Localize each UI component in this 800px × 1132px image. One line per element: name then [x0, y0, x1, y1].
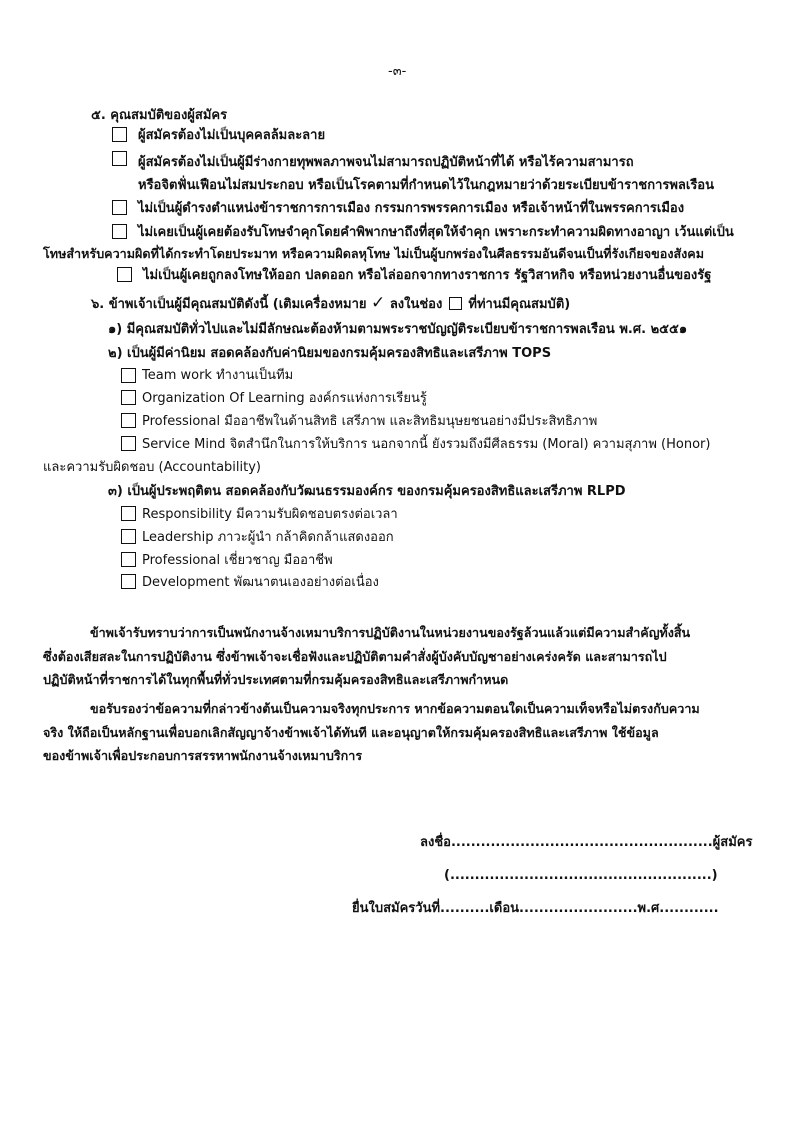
- empty-box-icon: [449, 297, 462, 310]
- section5-item-4: ไม่เคยเป็นผู้เคยต้องรับโทษจำคุกโดยคำพิพากษาถึงที่สุดให้จำคุก เพราะกระทำความผิดทางอาญา เว้นแต่เป็น: [138, 225, 734, 240]
- section6-heading: [91, 295, 570, 313]
- section6-heading-a: ๖. ข้าพเจ้าเป็นผู้มีคุณสมบัติดังนี้ (เติมเครื่องหมาย: [91, 297, 367, 312]
- checkbox-development[interactable]: [121, 574, 136, 589]
- checkbox-service-mind[interactable]: [121, 436, 136, 451]
- section5-item-1: ผู้สมัครต้องไม่เป็นบุคคลล้มละลาย: [138, 128, 326, 143]
- para1-line-1: ข้าพเจ้ารับทราบว่าการเป็นพนักงานจ้างเหมาบริการปฏิบัติงานในหน่วยงานของรัฐล้วนแล้วแต่มีความสำคัญทั้งสิ้น: [90, 625, 691, 640]
- checkbox-politics[interactable]: [112, 200, 127, 215]
- checkbox-imprisoned[interactable]: [112, 224, 127, 239]
- checkbox-disability[interactable]: [112, 151, 127, 166]
- rlpd-item-2: Leadership ภาวะผู้นำ กล้าคิดกล้าแสดงออก: [142, 530, 394, 545]
- date-line[interactable]: ยื่นใบสมัครวันที่..........เดือน........................พ.ศ............: [352, 901, 719, 916]
- section6-item-2: ๒) เป็นผู้มีค่านิยม สอดคล้องกับค่านิยมของกรมคุ้มครองสิทธิและเสรีภาพ TOPS: [108, 346, 552, 361]
- section5-item-5: ไม่เป็นผู้เคยถูกลงโทษให้ออก ปลดออก หรือไล่ออกจากทางราชการ รัฐวิสาหกิจ หรือหน่วยงานอื่นของรัฐ: [143, 268, 712, 283]
- rlpd-item-1: Responsibility มีความรับผิดชอบตรงต่อเวลา: [142, 507, 398, 522]
- section6-item-1: ๑) มีคุณสมบัติทั่วไปและไม่มีลักษณะต้องห้ามตามพระราชบัญญัติระเบียบข้าราชการพลเรือน พ.ศ. ๒๕๕๑: [108, 322, 688, 337]
- para1-line-3: ปฏิบัติหน้าที่ราชการได้ในทุกพื้นที่ทั่วประเทศตามที่กรมคุ้มครองสิทธิและเสรีภาพกำหนด: [43, 672, 509, 687]
- rlpd-item-3: Professional เชี่ยวชาญ มืออาชีพ: [142, 553, 333, 568]
- section6-heading-b: ลงในช่อง: [389, 297, 443, 312]
- checkbox-dismissed[interactable]: [117, 267, 132, 282]
- checkbox-leadership[interactable]: [121, 529, 136, 544]
- checkbox-professional[interactable]: [121, 413, 136, 428]
- name-line[interactable]: (.....................................................): [444, 868, 718, 883]
- para1-line-2: ซึ่งต้องเสียสละในการปฏิบัติงาน ซึ่งข้าพเจ้าจะเชื่อฟังและปฏิบัติตามคำสั่งผู้บังคับบัญชาอย่างเคร่งครัด และสามารถไป: [43, 649, 667, 664]
- tops-item-4-cont: และความรับผิดชอบ (Accountability): [43, 460, 261, 475]
- section5-item-2-cont: หรือจิตฟั่นเฟือนไม่สมประกอบ หรือเป็นโรคตามที่กำหนดไว้ในกฎหมายว่าด้วยระเบียบข้าราชการพลเรือน: [138, 178, 715, 193]
- para2-line-3: ของข้าพเจ้าเพื่อประกอบการสรรหาพนักงานจ้างเหมาบริการ: [43, 748, 363, 763]
- para2-line-2: จริง ให้ถือเป็นหลักฐานเพื่อบอกเลิกสัญญาจ้างข้าพเจ้าได้ทันที และอนุญาตให้กรมคุ้มครองสิทธิและเสรีภาพ ใช้ข้อมูล: [43, 725, 659, 740]
- signature-line[interactable]: ลงชื่อ.....................................................ผู้สมัคร: [420, 835, 753, 850]
- tops-item-3: Professional มืออาชีพในด้านสิทธิ เสรีภาพ และสิทธิมนุษยชนอย่างมีประสิทธิภาพ: [142, 414, 598, 429]
- section5-item-2: ผู้สมัครต้องไม่เป็นผู้มีร่างกายทุพพลภาพจนไม่สามารถปฏิบัติหน้าที่ได้ หรือไร้ความสามารถ: [138, 155, 634, 170]
- section6-heading-c: ที่ท่านมีคุณสมบัติ): [468, 297, 571, 312]
- tops-item-2: Organization Of Learning องค์กรแห่งการเรียนรู้: [142, 391, 427, 406]
- section5-heading: ๕. คุณสมบัติของผู้สมัคร: [91, 108, 228, 123]
- checkbox-professional-rlpd[interactable]: [121, 552, 136, 567]
- rlpd-item-4: Development พัฒนาตนเองอย่างต่อเนื่อง: [142, 575, 379, 590]
- checkbox-organization-learning[interactable]: [121, 390, 136, 405]
- check-mark-icon: ✓: [371, 293, 386, 313]
- tops-item-4: Service Mind จิตสำนึกในการให้บริการ นอกจากนี้ ยังรวมถึงมีศีลธรรม (Moral) ความสุภาพ (Honor): [142, 437, 711, 452]
- tops-item-1: Team work ทำงานเป็นทีม: [142, 368, 294, 383]
- checkbox-responsibility[interactable]: [121, 506, 136, 521]
- checkbox-team-work[interactable]: [121, 368, 136, 383]
- section5-item-3: ไม่เป็นผู้ดำรงตำแหน่งข้าราชการการเมือง กรรมการพรรคการเมือง หรือเจ้าหน้าที่ในพรรคการเมือง: [138, 201, 685, 216]
- page-number: -๓-: [388, 64, 407, 79]
- section6-item-3: ๓) เป็นผู้ประพฤติตน สอดคล้องกับวัฒนธรรมองค์กร ของกรมคุ้มครองสิทธิและเสรีภาพ RLPD: [108, 484, 626, 499]
- para2-line-1: ขอรับรองว่าข้อความที่กล่าวข้างต้นเป็นความจริงทุกประการ หากข้อความตอนใดเป็นความเท็จหรือไม่ตรงกับความ: [90, 701, 700, 716]
- section5-item-4-cont: โทษสำหรับความผิดที่ได้กระทำโดยประมาท หรือความผิดลหุโทษ ไม่เป็นผู้บกพร่องในศีลธรรมอันดีจนเป็นที่รังเกียจของสังคม: [43, 246, 705, 261]
- checkbox-bankrupt[interactable]: [112, 127, 127, 142]
